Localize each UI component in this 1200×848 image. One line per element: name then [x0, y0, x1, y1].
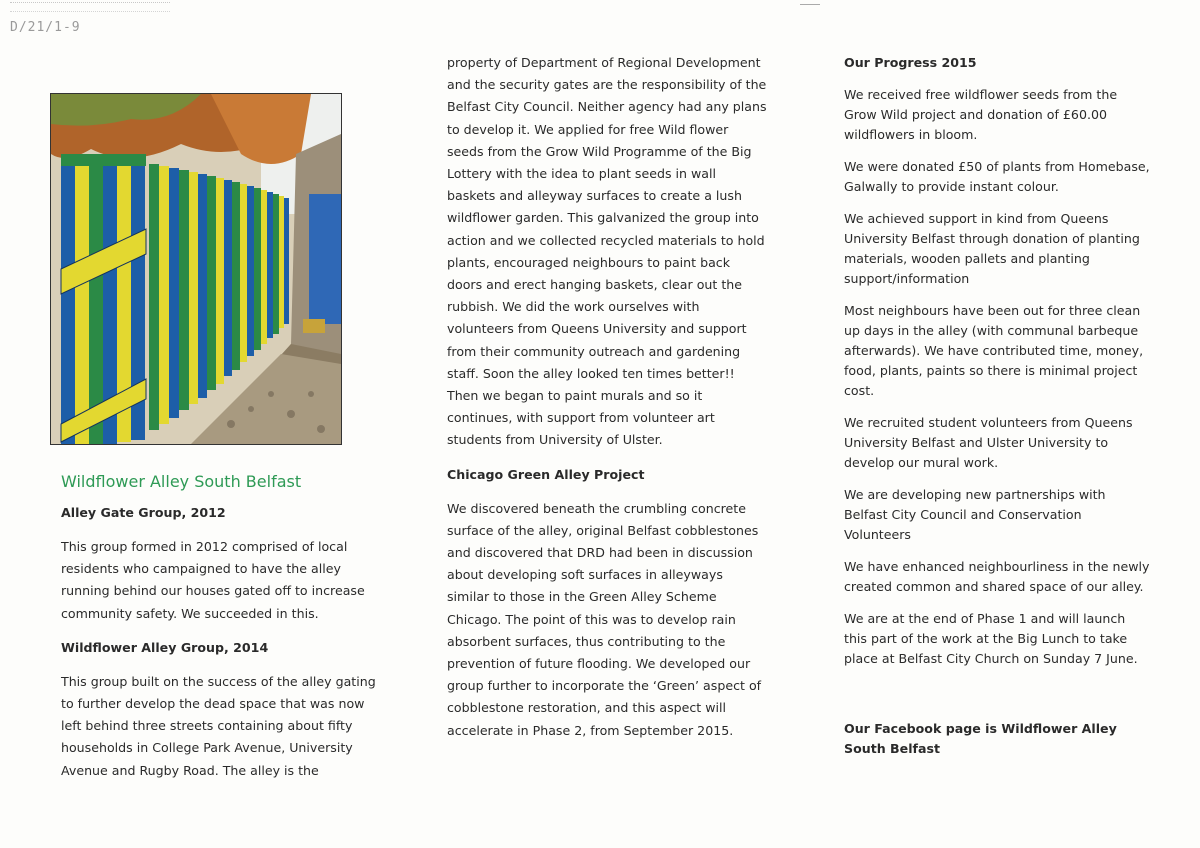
heading-chicago-green-alley: Chicago Green Alley Project — [447, 466, 645, 482]
alley-gate-illustration — [51, 94, 341, 444]
heading-alley-gate-group: Alley Gate Group, 2012 — [61, 505, 226, 520]
progress-item: We achieved support in kind from Queens University Belfast through donation of planting materials, wooden pallets and planting support/information — [844, 211, 1140, 286]
paragraph-alley-gate-group: This group formed in 2012 comprised of local residents who campaigned to have the alley running behind our houses gated off to increase community safety. We succeeded in this. — [61, 539, 365, 621]
progress-item: Most neighbours have been out for three clean up days in the alley (with communal barbeque afterwards). We have contributed time, money, food, plants, paints so there is minimal project cost. — [844, 303, 1144, 398]
facebook-page-note: Our Facebook page is Wildflower Alley South Belfast — [844, 721, 1117, 756]
alley-gate-photo — [50, 93, 342, 445]
column-middle — [447, 52, 767, 754]
column-right — [844, 52, 1150, 771]
progress-item: We have enhanced neighbourliness in the newly created common and shared space of our alley. — [844, 559, 1150, 594]
faint-header-mark — [10, 2, 170, 12]
paragraph-continued: property of Department of Regional Development and the security gates are the responsibility of the Belfast City Council. Neither agency had any plans to develop it. We applied for free Wild flower seeds from the Grow Wild Programme of the Big Lottery with the idea to plant seeds in wall baskets and alleyway surfaces to create a lush wildflower garden. This galvanized the group into action and we collected recycled materials to hold plants, encouraged neighbours to paint back doors and erect hanging baskets, clear out the rubbish. We did the work ourselves with volunteers from Queens University and support from their community outreach and gardening staff. Soon the alley looked ten times better!! Then we began to paint murals and so it continues, with support from volunteer art students from University of Ulster. — [447, 55, 767, 448]
column-left — [61, 470, 377, 794]
handwritten-reference: D/21/1-9 — [10, 20, 81, 35]
document-title: Wildflower Alley South Belfast — [61, 472, 302, 491]
heading-progress-2015: Our Progress 2015 — [844, 55, 977, 70]
heading-wildflower-alley-group: Wildflower Alley Group, 2014 — [61, 639, 269, 655]
paragraph-wildflower-alley-group: This group built on the success of the alley gating to further develop the dead space that was now left behind three streets containing about fifty households in College Park Avenue, University Avenue and Rugby Road. The alley is the — [61, 673, 376, 778]
progress-item: We recruited student volunteers from Queens University Belfast and Ulster University to develop our mural work. — [844, 415, 1133, 470]
progress-item: We are at the end of Phase 1 and will launch this part of the work at the Big Lunch to take place at Belfast City Church on Sunday 7 June. — [844, 611, 1138, 666]
progress-item: We were donated £50 of plants from Homebase, Galwally to provide instant colour. — [844, 159, 1150, 194]
scan-mark — [800, 0, 820, 5]
progress-item: We received free wildflower seeds from the Grow Wild project and donation of £60.00 wildflowers in bloom. — [844, 87, 1118, 142]
progress-item: We are developing new partnerships with Belfast City Council and Conservation Volunteers — [844, 487, 1106, 542]
paragraph-chicago-green-alley: We discovered beneath the crumbling concrete surface of the alley, original Belfast cobblestones and discovered that DRD had been in discussion about developing soft surfaces in alleyways similar to those in the Green Alley Scheme Chicago. The point of this was to develop rain absorbent surfaces, thus contributing to the prevention of future flooding. We developed our group further to incorporate the ‘Green’ aspect of cobblestone restoration, and this aspect will accelerate in Phase 2, from September 2015. — [447, 500, 762, 738]
